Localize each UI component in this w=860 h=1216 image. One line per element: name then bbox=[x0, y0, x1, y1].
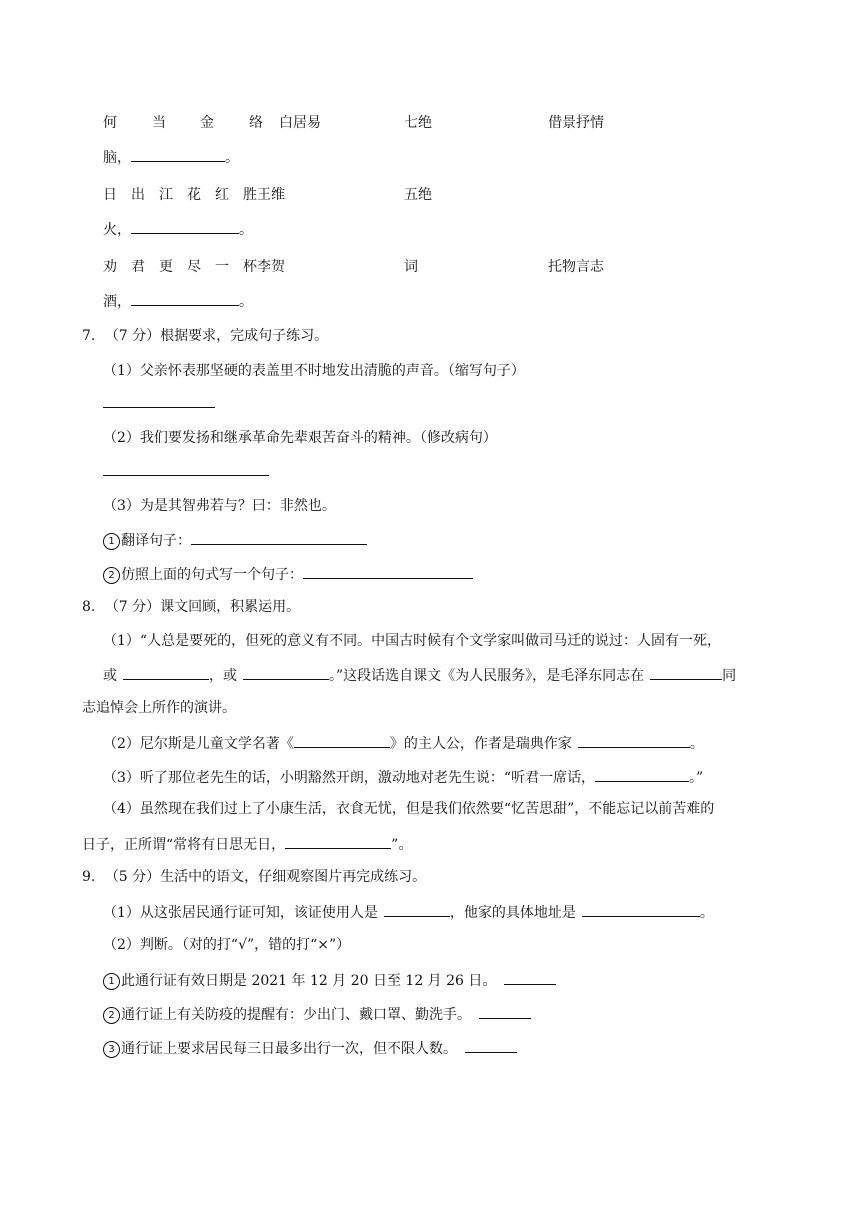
q9-judge-3-text: 通行证上要求居民每三日最多出行一次，但不限人数。 bbox=[121, 1041, 457, 1057]
q8-text: 》的主人公，作者是瑞典作家 bbox=[389, 736, 572, 752]
poem-row-2-char: 日 bbox=[103, 187, 117, 203]
q7-sentence-3: （3）为是其智弗若与？曰：非然也。 bbox=[103, 498, 336, 514]
poem-row-3-char: 杯 bbox=[243, 259, 257, 275]
q8-text: （2）尼尔斯是儿童文学名著《 bbox=[103, 736, 294, 752]
q7-sub-b-label: 仿照上面的句式写一个句子： bbox=[121, 567, 303, 583]
q8-text: 同 bbox=[722, 668, 737, 684]
q7-sentence-2: （2）我们要发扬和继承革命先辈艰苦奋斗的精神。（修改病句） bbox=[103, 430, 497, 446]
q8-text: 。”这段话选自课文《为人民服务》，是毛泽东同志在 bbox=[329, 668, 645, 684]
q8-blank-1[interactable] bbox=[123, 665, 209, 680]
circled-number-1-icon: 1 bbox=[103, 533, 120, 550]
poem-row-2-blank[interactable] bbox=[131, 219, 239, 234]
q9-judge-1 bbox=[103, 970, 556, 990]
q9-part-2: （2）判断。（对的打“√”，错的打“×”） bbox=[103, 937, 351, 953]
poem-row-3-blank[interactable] bbox=[131, 291, 239, 306]
q7-sentence-1: （1）父亲怀表那坚硬的表盖里不时地发出清脆的声音。（缩写句子） bbox=[103, 363, 525, 379]
poem-row-2-char: 红 bbox=[215, 187, 229, 203]
circled-number-3-icon: 3 bbox=[103, 1041, 120, 1058]
poem-row-1-author: 白居易 bbox=[279, 115, 321, 131]
q8-text: ”。 bbox=[391, 837, 413, 853]
poem-row-1-form: 七绝 bbox=[404, 115, 432, 131]
circled-number-2-icon: 2 bbox=[103, 567, 120, 584]
q8-text: 。 bbox=[689, 736, 704, 752]
poem-row-1-char: 当 bbox=[152, 115, 166, 131]
q8-part-1-line-2 bbox=[103, 665, 736, 685]
q7-sub-a-label: 翻译句子： bbox=[121, 533, 191, 549]
q8-title: （7 分）课文回顾，积累运用。 bbox=[104, 599, 301, 615]
q9-blank-user[interactable] bbox=[384, 902, 450, 917]
q8-part-2 bbox=[103, 733, 704, 753]
q8-blank-6[interactable] bbox=[595, 767, 689, 782]
q8-text: ，或 bbox=[209, 668, 237, 684]
poem-row-3-char: 君 bbox=[131, 259, 145, 275]
q8-part-1-line-3: 志追悼会上所作的演讲。 bbox=[82, 700, 236, 716]
q9-judge-1-text: 此通行证有效日期是 2021 年 12 月 20 日至 12 月 26 日。 bbox=[121, 973, 497, 989]
poem-row-2-char: 江 bbox=[159, 187, 173, 203]
q9-judge-3-blank[interactable] bbox=[465, 1038, 517, 1053]
q9-judge-3 bbox=[103, 1038, 517, 1058]
q7-sub-a bbox=[103, 530, 367, 550]
q7-sub-a-blank[interactable] bbox=[191, 530, 367, 545]
circled-number-1-icon: 1 bbox=[103, 973, 120, 990]
poem-row-3-char: 尽 bbox=[187, 259, 201, 275]
q7-answer-line-1[interactable] bbox=[103, 407, 215, 408]
q9-judge-2-blank[interactable] bbox=[479, 1004, 531, 1019]
q9-heading bbox=[82, 868, 426, 886]
poem-row-3-line-2 bbox=[103, 291, 253, 311]
poem-row-3-form: 词 bbox=[404, 259, 418, 275]
poem-row-3-technique: 托物言志 bbox=[548, 259, 604, 275]
q8-number: 8. bbox=[82, 599, 96, 615]
poem-row-3-author: 李贺 bbox=[257, 259, 285, 275]
q7-sub-b bbox=[103, 564, 473, 584]
poem-row-1-blank[interactable] bbox=[131, 147, 225, 162]
q9-title: （5 分）生活中的语文，仔细观察图片再完成练习。 bbox=[104, 869, 427, 885]
poem-row-3-char: 一 bbox=[215, 259, 229, 275]
q8-text: 。” bbox=[689, 770, 704, 786]
q7-heading bbox=[82, 327, 328, 345]
poem-row-2-char: 花 bbox=[187, 187, 201, 203]
q8-text: 或 bbox=[103, 668, 117, 684]
poem-row-2-end: 。 bbox=[239, 222, 253, 238]
q7-title: （7 分）根据要求，完成句子练习。 bbox=[104, 328, 329, 344]
poem-row-3-char: 更 bbox=[159, 259, 173, 275]
q8-text: （3）听了那位老先生的话，小明豁然开朗，激动地对老先生说：“听君一席话， bbox=[103, 770, 596, 786]
q9-text: （1）从这张居民通行证可知，该证使用人是 bbox=[103, 905, 378, 921]
q8-blank-7[interactable] bbox=[285, 834, 391, 849]
poem-row-3-start: 酒， bbox=[103, 294, 131, 310]
q8-part-4-line-2 bbox=[82, 834, 412, 854]
q9-judge-2-text: 通行证上有关防疫的提醒有：少出门、戴口罩、勤洗手。 bbox=[121, 1007, 471, 1023]
q8-blank-5[interactable] bbox=[578, 733, 690, 748]
poem-row-1-technique: 借景抒情 bbox=[548, 115, 604, 131]
poem-row-2-start: 火， bbox=[103, 222, 131, 238]
poem-row-1-char: 金 bbox=[200, 115, 214, 131]
q9-text: ，他家的具体地址是 bbox=[449, 905, 576, 921]
q8-heading bbox=[82, 598, 300, 616]
poem-row-3-char: 劝 bbox=[103, 259, 117, 275]
q7-sub-b-blank[interactable] bbox=[303, 564, 473, 579]
poem-row-1-line-2 bbox=[103, 147, 239, 167]
q9-judge-2 bbox=[103, 1004, 531, 1024]
q8-blank-4[interactable] bbox=[294, 733, 390, 748]
poem-row-1-line-1 bbox=[103, 114, 321, 132]
q9-part-1 bbox=[103, 902, 714, 922]
q9-number: 9. bbox=[82, 869, 96, 885]
q9-text: 。 bbox=[699, 905, 714, 921]
q8-blank-3[interactable] bbox=[650, 665, 722, 680]
poem-row-1-char: 络 bbox=[249, 115, 263, 131]
poem-row-1-char: 何 bbox=[103, 115, 117, 131]
q8-part-3 bbox=[103, 767, 703, 787]
poem-row-2-line-1 bbox=[103, 186, 285, 204]
poem-row-1-end: 。 bbox=[225, 150, 239, 166]
q8-part-4-line-1: （4）虽然现在我们过上了小康生活，衣食无忧，但是我们依然要“忆苦思甜”，不能忘记以前苦难的 bbox=[103, 801, 715, 817]
poem-row-3-line-1 bbox=[103, 258, 285, 276]
poem-row-3-end: 。 bbox=[239, 294, 253, 310]
q7-number: 7. bbox=[82, 328, 96, 344]
q8-blank-2[interactable] bbox=[243, 665, 329, 680]
q9-blank-address[interactable] bbox=[582, 902, 700, 917]
q8-part-1-line-1: （1）“人总是要死的，但死的意义有不同。中国古时候有个文学家叫做司马迁的说过：人固有一死， bbox=[103, 633, 722, 649]
circled-number-2-icon: 2 bbox=[103, 1007, 120, 1024]
poem-row-2-char: 胜 bbox=[243, 187, 257, 203]
poem-row-2-form: 五绝 bbox=[404, 187, 432, 203]
q7-answer-line-2[interactable] bbox=[103, 475, 269, 476]
poem-row-2-author: 王维 bbox=[257, 187, 285, 203]
poem-row-1-start: 脑， bbox=[103, 150, 131, 166]
poem-row-2-line-2 bbox=[103, 219, 253, 239]
q8-text: 日子，正所谓“常将有日思无日， bbox=[82, 837, 286, 853]
poem-row-2-char: 出 bbox=[131, 187, 145, 203]
q9-judge-1-blank[interactable] bbox=[504, 970, 556, 985]
